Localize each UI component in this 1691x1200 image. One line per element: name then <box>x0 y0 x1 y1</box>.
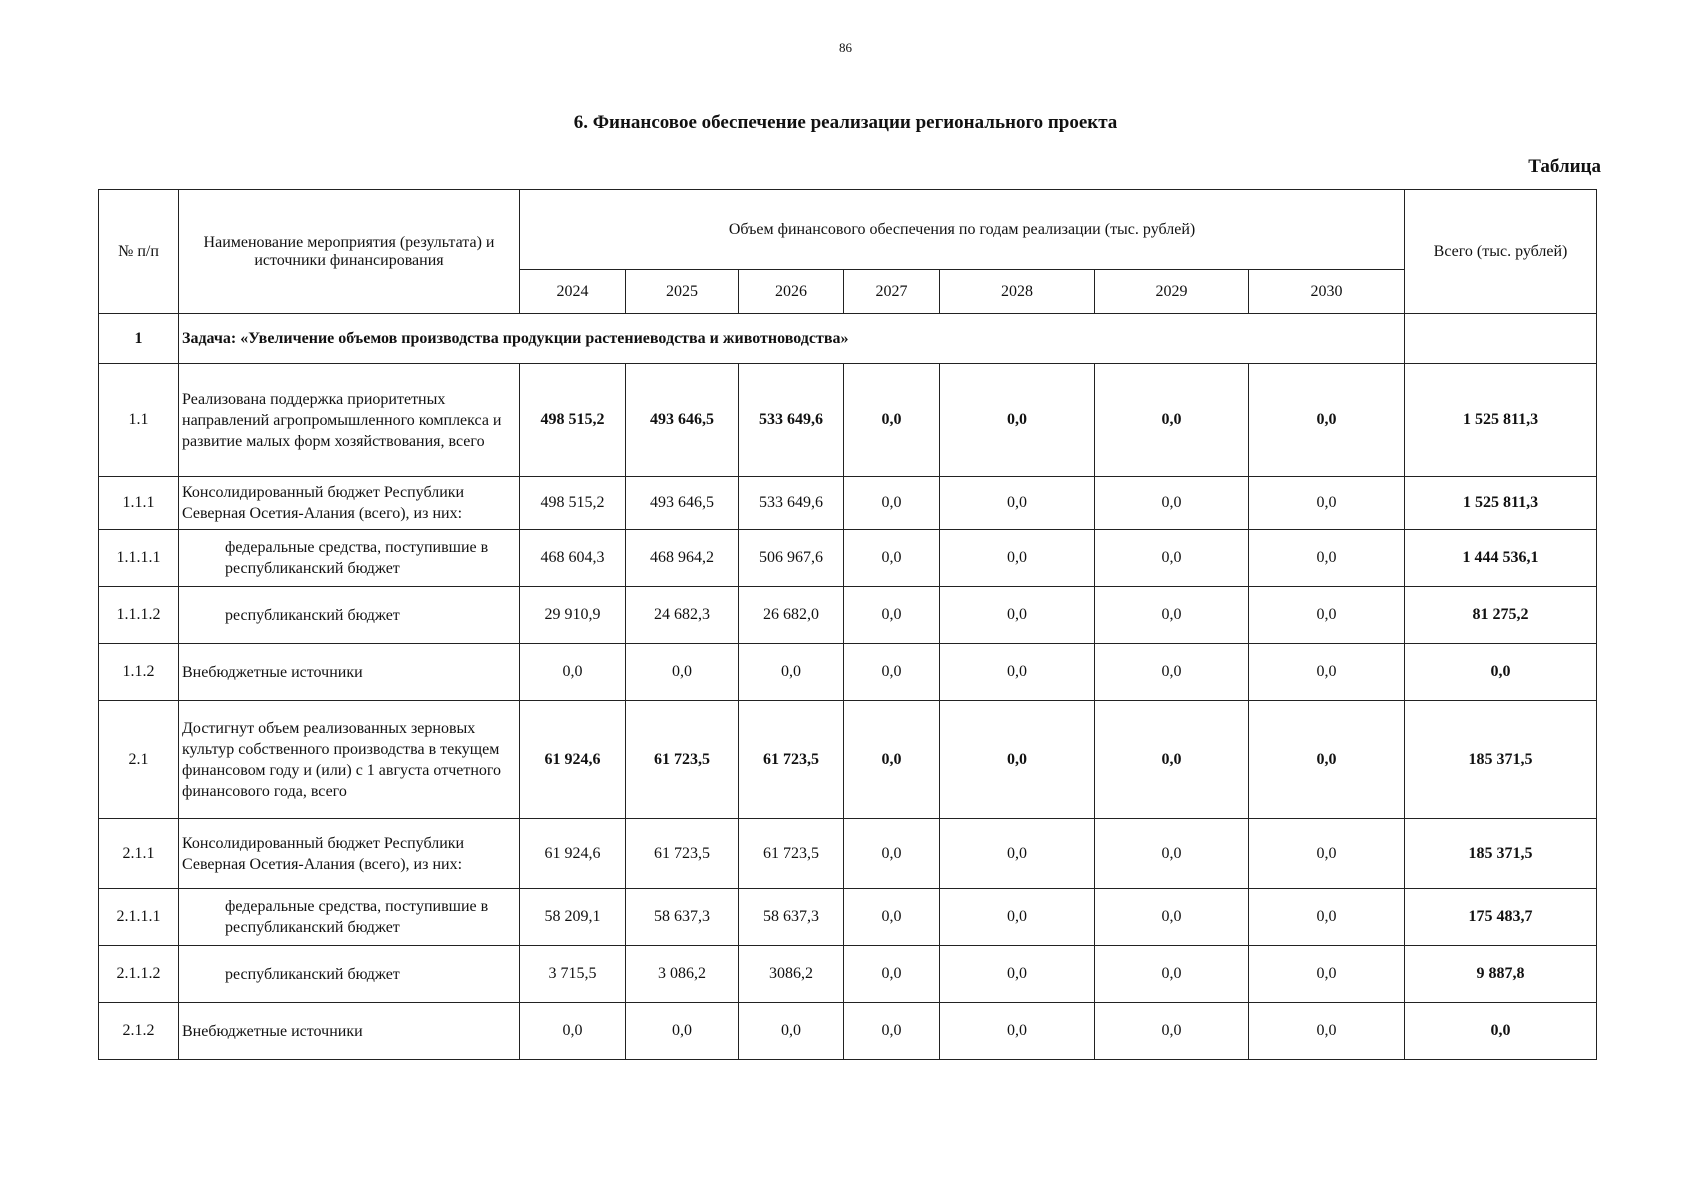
header-year: 2024 <box>520 270 626 314</box>
row-value: 0,0 <box>844 1003 940 1060</box>
header-year: 2027 <box>844 270 940 314</box>
table-row <box>99 364 1597 477</box>
row-value: 0,0 <box>940 530 1095 587</box>
header-year: 2026 <box>739 270 844 314</box>
table-row <box>99 530 1597 587</box>
row-value: 0,0 <box>1249 1003 1405 1060</box>
table-row <box>99 946 1597 1003</box>
row-value: 468 964,2 <box>626 530 739 587</box>
row-value: 0,0 <box>844 819 940 889</box>
table-row <box>99 644 1597 701</box>
row-value: 0,0 <box>844 889 940 946</box>
row-value: 0,0 <box>1095 819 1249 889</box>
row-value: 0,0 <box>940 819 1095 889</box>
row-value: 0,0 <box>1249 644 1405 701</box>
row-value: 0,0 <box>1249 530 1405 587</box>
row-value: 0,0 <box>1095 701 1249 819</box>
row-value: 0,0 <box>940 644 1095 701</box>
row-total: 81 275,2 <box>1405 587 1597 644</box>
row-value: 0,0 <box>1095 587 1249 644</box>
row-value: 0,0 <box>739 644 844 701</box>
table-row <box>99 477 1597 530</box>
row-value: 0,0 <box>1095 477 1249 530</box>
row-value: 0,0 <box>1249 477 1405 530</box>
row-value: 0,0 <box>940 1003 1095 1060</box>
header-num: № п/п <box>99 190 179 314</box>
table-row <box>99 1003 1597 1060</box>
row-value: 493 646,5 <box>626 477 739 530</box>
row-value: 0,0 <box>844 946 940 1003</box>
row-name: республиканский бюджет <box>179 946 520 1003</box>
row-num: 2.1.1.2 <box>99 946 179 1003</box>
row-value: 468 604,3 <box>520 530 626 587</box>
row-value: 0,0 <box>844 364 940 477</box>
row-value: 533 649,6 <box>739 477 844 530</box>
row-value: 0,0 <box>1095 644 1249 701</box>
row-num: 2.1 <box>99 701 179 819</box>
row-value: 61 924,6 <box>520 819 626 889</box>
row-value: 61 723,5 <box>626 819 739 889</box>
table-caption: Таблица <box>1528 156 1601 177</box>
row-num: 2.1.1 <box>99 819 179 889</box>
row-total: 9 887,8 <box>1405 946 1597 1003</box>
row-value: 0,0 <box>844 644 940 701</box>
row-value: 61 723,5 <box>739 819 844 889</box>
row-value: 533 649,6 <box>739 364 844 477</box>
row-value: 0,0 <box>1249 701 1405 819</box>
row-value: 0,0 <box>844 587 940 644</box>
page-title: 6. Финансовое обеспечение реализации регионального проекта <box>573 112 1118 133</box>
row-total: 1 444 536,1 <box>1405 530 1597 587</box>
row-value: 506 967,6 <box>739 530 844 587</box>
row-value: 26 682,0 <box>739 587 844 644</box>
row-value: 0,0 <box>1095 889 1249 946</box>
row-value: 0,0 <box>844 701 940 819</box>
row-value: 493 646,5 <box>626 364 739 477</box>
row-value: 3 715,5 <box>520 946 626 1003</box>
header-year: 2029 <box>1095 270 1249 314</box>
task-text: Задача: «Увеличение объемов производства продукции растениеводства и животноводства» <box>179 314 1405 364</box>
row-value: 0,0 <box>626 644 739 701</box>
table-body <box>99 364 1597 1060</box>
row-value: 0,0 <box>1095 364 1249 477</box>
header-volume: Объем финансового обеспечения по годам реализации (тыс. рублей) <box>520 190 1405 270</box>
empty-cell <box>1405 314 1597 364</box>
row-value: 0,0 <box>940 889 1095 946</box>
page-number: 86 <box>839 40 852 55</box>
table-row <box>99 587 1597 644</box>
row-value: 0,0 <box>520 644 626 701</box>
row-value: 0,0 <box>940 587 1095 644</box>
row-value: 3 086,2 <box>626 946 739 1003</box>
row-value: 58 637,3 <box>739 889 844 946</box>
row-num: 2.1.2 <box>99 1003 179 1060</box>
row-value: 24 682,3 <box>626 587 739 644</box>
row-name: Консолидированный бюджет Республики Северная Осетия-Алания (всего), из них: <box>179 819 520 889</box>
row-total: 1 525 811,3 <box>1405 477 1597 530</box>
row-num: 1.1.2 <box>99 644 179 701</box>
row-value: 0,0 <box>1249 946 1405 1003</box>
row-name: Внебюджетные источники <box>179 1003 520 1060</box>
table-row <box>99 819 1597 889</box>
row-value: 0,0 <box>844 477 940 530</box>
row-value: 498 515,2 <box>520 477 626 530</box>
table-row <box>99 889 1597 946</box>
row-value: 0,0 <box>1249 889 1405 946</box>
row-name: Реализована поддержка приоритетных направлений агропромышленного комплекса и развитие малых форм хозяйствования, всего <box>179 364 520 477</box>
header-year: 2030 <box>1249 270 1405 314</box>
row-value: 0,0 <box>844 530 940 587</box>
header-name: Наименование мероприятия (результата) и источники финансирования <box>179 190 520 314</box>
row-num: 1.1.1.2 <box>99 587 179 644</box>
row-value: 0,0 <box>1249 819 1405 889</box>
row-value: 29 910,9 <box>520 587 626 644</box>
row-value: 0,0 <box>940 946 1095 1003</box>
row-name: Внебюджетные источники <box>179 644 520 701</box>
row-name: Достигнут объем реализованных зерновых культур собственного производства в текущем финансовом году и (или) с 1 августа отчетного финансового года, всего <box>179 701 520 819</box>
row-value: 58 209,1 <box>520 889 626 946</box>
row-total: 0,0 <box>1405 644 1597 701</box>
row-total: 1 525 811,3 <box>1405 364 1597 477</box>
row-value: 0,0 <box>1095 530 1249 587</box>
row-value: 0,0 <box>739 1003 844 1060</box>
row-value: 0,0 <box>520 1003 626 1060</box>
row-value: 58 637,3 <box>626 889 739 946</box>
row-value: 0,0 <box>1095 1003 1249 1060</box>
task-row <box>99 314 1597 364</box>
financing-table <box>98 189 1597 1060</box>
row-value: 0,0 <box>1249 364 1405 477</box>
row-num: 2.1.1.1 <box>99 889 179 946</box>
task-num: 1 <box>99 314 179 364</box>
row-value: 498 515,2 <box>520 364 626 477</box>
row-name: федеральные средства, поступившие в республиканский бюджет <box>179 530 520 587</box>
row-value: 61 924,6 <box>520 701 626 819</box>
row-total: 0,0 <box>1405 1003 1597 1060</box>
row-total: 185 371,5 <box>1405 701 1597 819</box>
row-name: Консолидированный бюджет Республики Северная Осетия-Алания (всего), из них: <box>179 477 520 530</box>
row-value: 0,0 <box>940 364 1095 477</box>
row-name: федеральные средства, поступившие в республиканский бюджет <box>179 889 520 946</box>
row-num: 1.1 <box>99 364 179 477</box>
row-name: республиканский бюджет <box>179 587 520 644</box>
row-value: 0,0 <box>1249 587 1405 644</box>
row-value: 0,0 <box>1095 946 1249 1003</box>
header-year: 2028 <box>940 270 1095 314</box>
row-total: 175 483,7 <box>1405 889 1597 946</box>
table-row <box>99 701 1597 819</box>
row-num: 1.1.1 <box>99 477 179 530</box>
row-value: 61 723,5 <box>626 701 739 819</box>
row-total: 185 371,5 <box>1405 819 1597 889</box>
row-value: 61 723,5 <box>739 701 844 819</box>
row-value: 0,0 <box>940 477 1095 530</box>
header-total: Всего (тыс. рублей) <box>1405 190 1597 314</box>
row-value: 0,0 <box>626 1003 739 1060</box>
header-year: 2025 <box>626 270 739 314</box>
row-value: 3086,2 <box>739 946 844 1003</box>
row-value: 0,0 <box>940 701 1095 819</box>
row-num: 1.1.1.1 <box>99 530 179 587</box>
